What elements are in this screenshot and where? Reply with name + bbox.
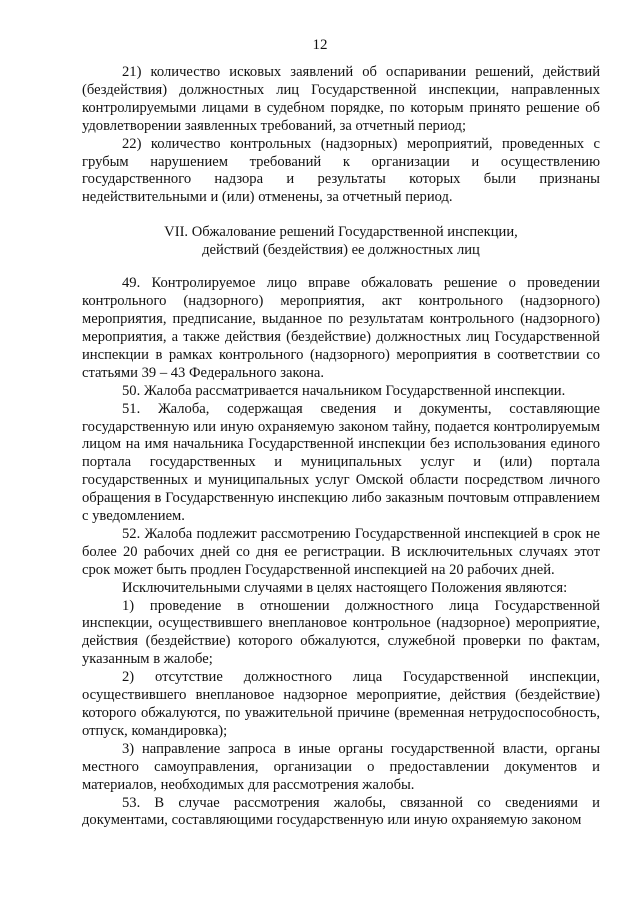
paragraph-51: 51. Жалоба, содержащая сведения и документы, составляющие государственную или иную охраняемую законом тайну, подается контролируемым лицом на имя начальника Государственной инспекции без использования единого портала государственных и муниципальных услуг и (или) портала государственных и муниципальных услуг Омской области посредством личного обращения в Государственную инспекцию либо заказным почтовым отправлением с уведомлением. bbox=[82, 400, 600, 525]
section-heading-line-1: VII. Обжалование решений Государственной инспекции, bbox=[164, 224, 518, 241]
page-number: 12 bbox=[312, 37, 328, 53]
paragraph-item-21: 21) количество исковых заявлений об оспаривании решений, действий (бездействия) должностных лиц Государственной инспекции, направленных контролируемыми лицами в судебном порядке, по которым принято решение об удовлетворении заявленных требований, за отчетный период; bbox=[82, 64, 600, 134]
section-heading-line-2: действий (бездействия) ее должностных лиц bbox=[202, 242, 480, 259]
paragraph-49: 49. Контролируемое лицо вправе обжаловать решение о проведении контрольного (надзорного) мероприятия, акт контрольного (надзорного) мероприятия, предписание, выданное по результатам контрольного (надзорного) мероприятия, а также действия (бездействие) должностных лиц Государственной инспекции в рамках контрольного (надзорного) мероприятия в соответствии со статьями 39 – 43 Федерального закона. bbox=[82, 275, 600, 381]
section-heading bbox=[82, 223, 600, 259]
paragraph-case-3: 3) направление запроса в иные органы государственной власти, органы местного самоуправления, организации о предоставлении документов и материалов, необходимых для рассмотрения жалобы. bbox=[82, 740, 600, 793]
paragraph-case-2: 2) отсутствие должностного лица Государственной инспекции, осуществившего внеплановое надзорное мероприятие, действия (бездействие) которого обжалуются, по уважительной причине (временная нетрудоспособность, отпуск, командировка); bbox=[82, 669, 600, 739]
paragraph-exceptional-cases: Исключительными случаями в целях настоящего Положения являются: bbox=[122, 579, 568, 596]
paragraph-53: 53. В случае рассмотрения жалобы, связанной со сведениями и документами, составляющими государственную или иную охраняемую законом bbox=[82, 794, 600, 829]
paragraph-50: 50. Жалоба рассматривается начальником Государственной инспекции. bbox=[122, 382, 566, 399]
paragraph-item-22: 22) количество контрольных (надзорных) мероприятий, проведенных с грубым нарушением требований к организации и осуществлению государственного надзора и результаты которых были признаны недействительными и (или) отменены, за отчетный период. bbox=[82, 135, 600, 206]
paragraph-52: 52. Жалоба подлежит рассмотрению Государственной инспекцией в срок не более 20 рабочих дней со дня ее регистрации. В исключительных случаях этот срок может быть продлен Государственной инспекцией на 20 рабочих дней. bbox=[82, 525, 600, 578]
document-body bbox=[82, 64, 600, 830]
paragraph-case-1: 1) проведение в отношении должностного лица Государственной инспекции, осуществившего внеплановое контрольное (надзорное) мероприятие, действия (бездействие) которого обжалуются, служебной проверки по фактам, указанным в жалобе; bbox=[82, 597, 600, 668]
